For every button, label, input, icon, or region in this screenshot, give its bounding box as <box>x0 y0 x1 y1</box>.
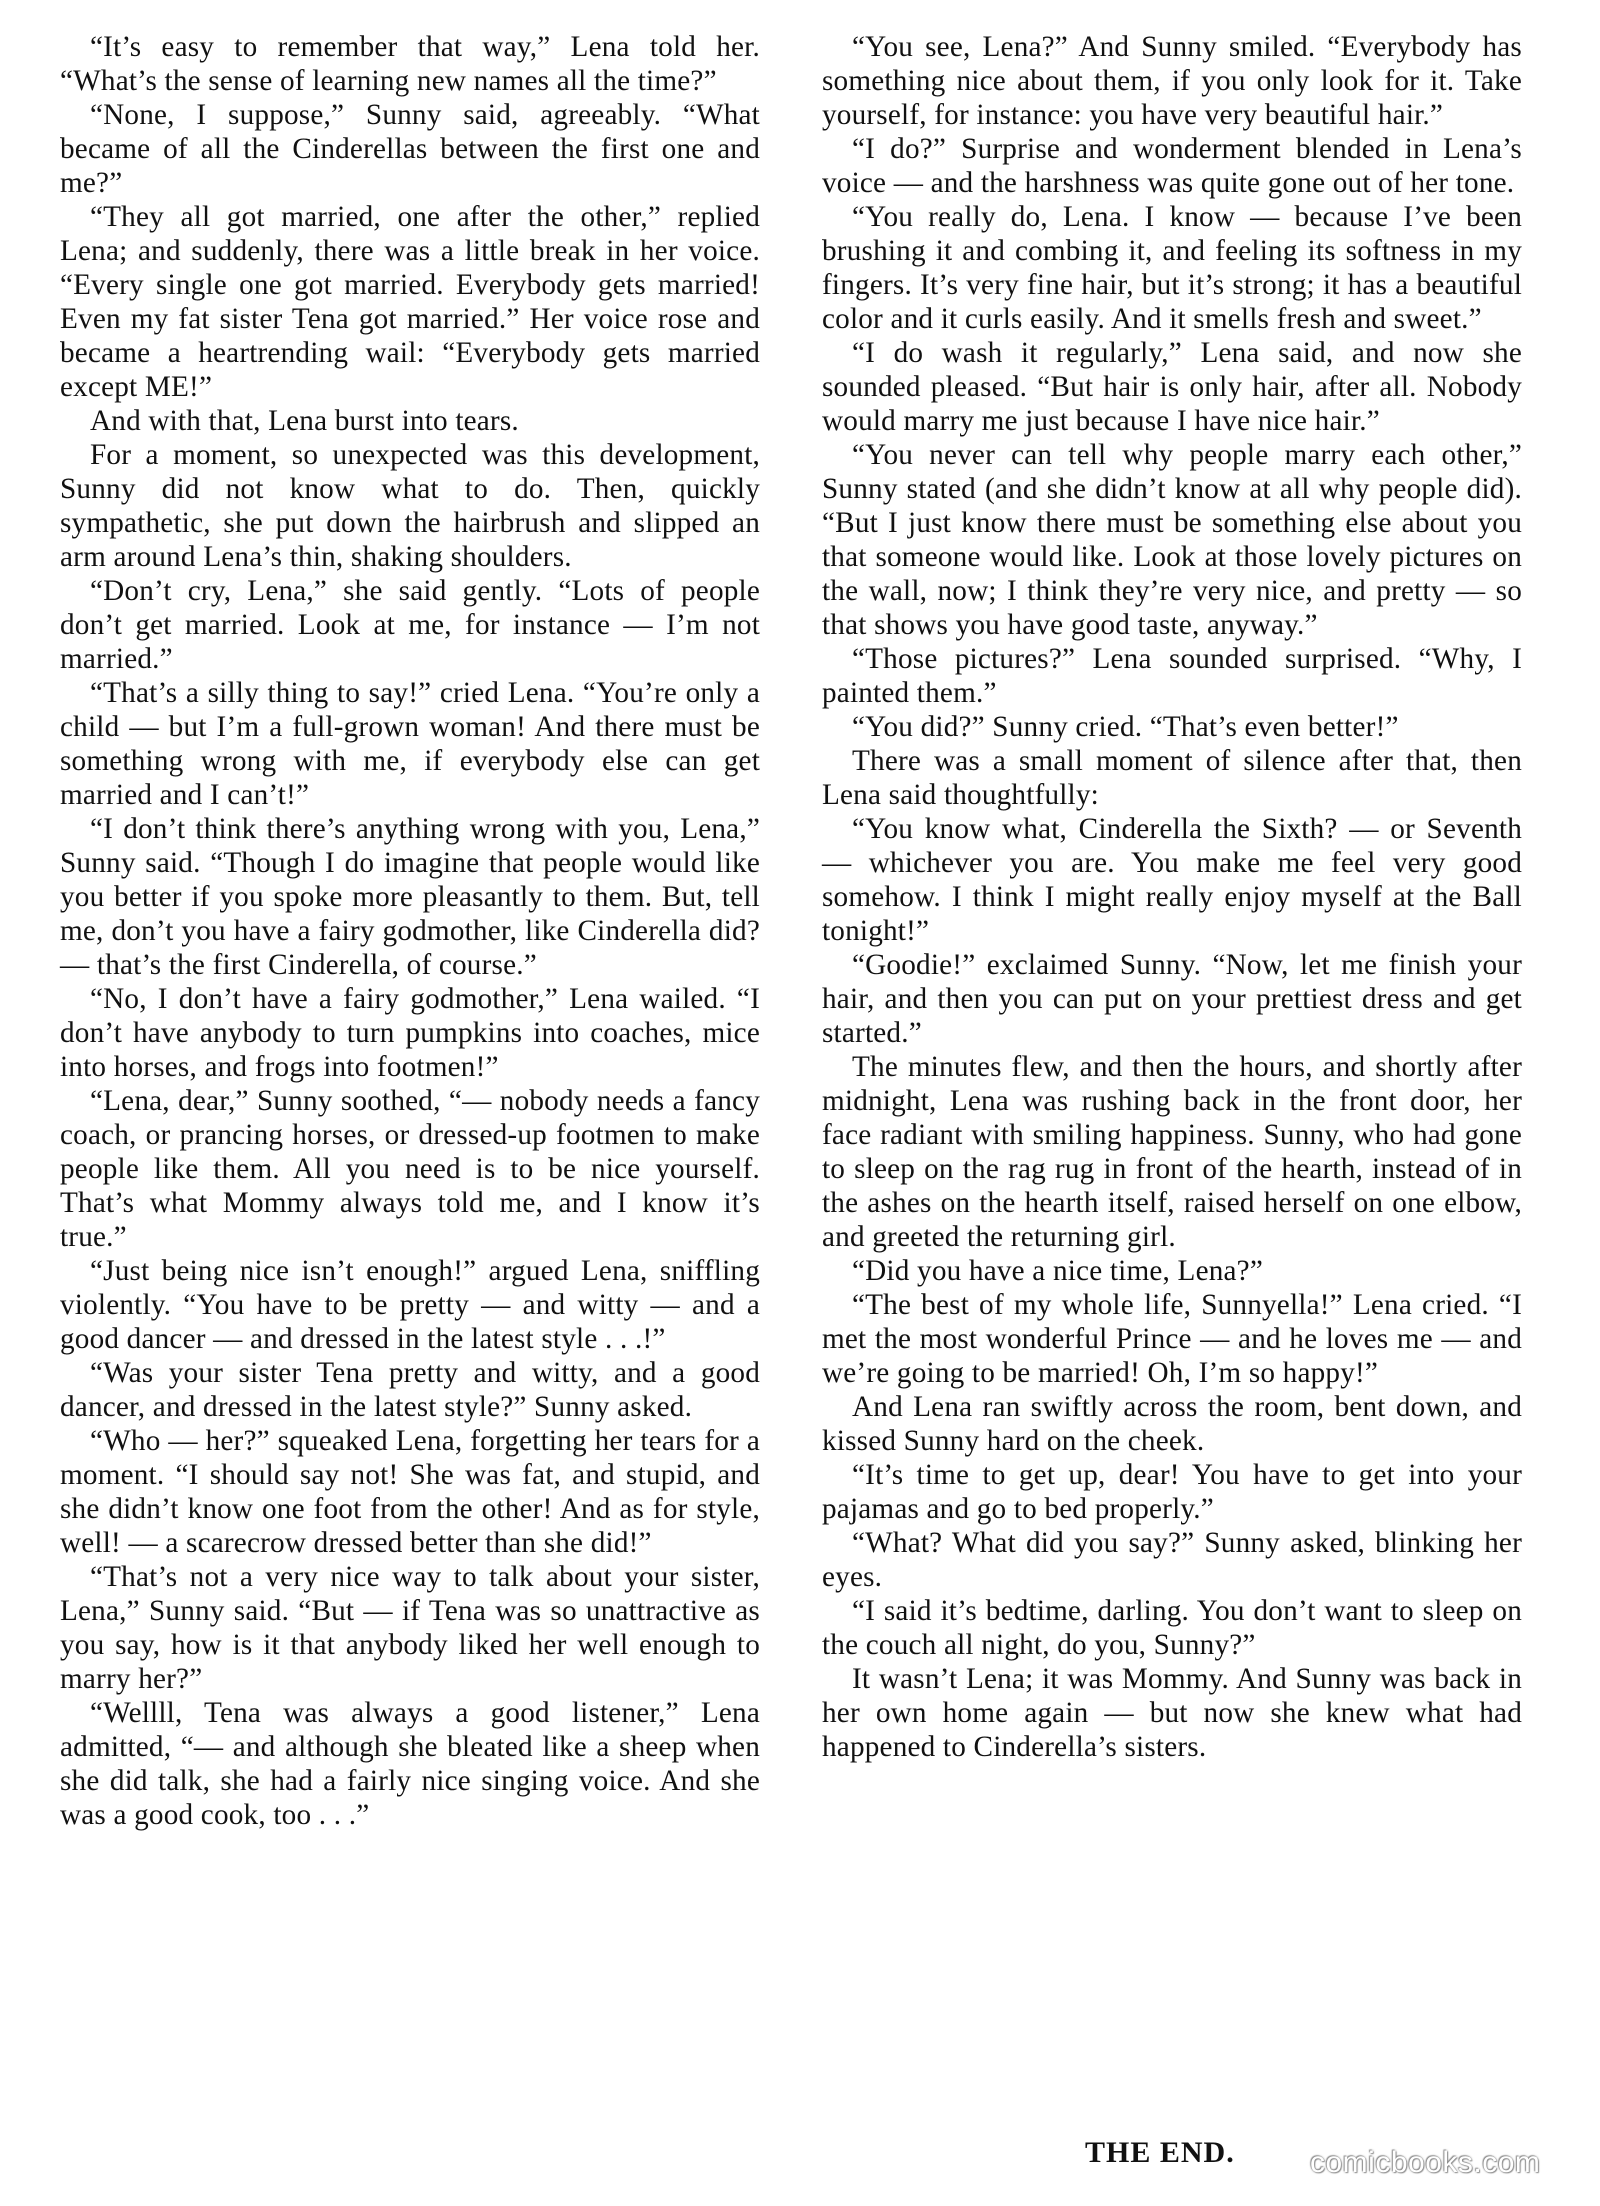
story-paragraph: For a moment, so unexpected was this development, Sunny did not know what to do. Then, quickly sympathetic, she put down the hairbrush and slipped an arm around Lena’s thin, shaking shoulders. <box>60 439 760 573</box>
the-end-label: THE END. <box>1085 2136 1235 2169</box>
story-paragraph: It wasn’t Lena; it was Mommy. And Sunny was back in her own home again — but now she knew what had happened to Cinderella’s sisters. <box>822 1663 1522 1763</box>
story-paragraph: “The best of my whole life, Sunnyella!” Lena cried. “I met the most wonderful Prince — and he loves me — and we’re going to be married! Oh, I’m so happy!” <box>822 1289 1522 1389</box>
right-text-column <box>822 30 1522 1764</box>
story-paragraph: “What? What did you say?” Sunny asked, blinking her eyes. <box>822 1527 1522 1593</box>
left-text-column <box>60 30 760 1832</box>
story-paragraph: And with that, Lena burst into tears. <box>90 405 519 437</box>
story-paragraph: “Goodie!” exclaimed Sunny. “Now, let me finish your hair, and then you can put on your prettiest dress and get started.” <box>822 949 1522 1049</box>
story-paragraph: “They all got married, one after the other,” replied Lena; and suddenly, there was a little break in her voice. “Every single one got married. Everybody gets married! Even my fat sister Tena got married.” Her voice rose and became a heartrending wail: “Everybody gets married except ME!” <box>60 201 760 403</box>
story-paragraph: The minutes flew, and then the hours, and shortly after midnight, Lena was rushing back in the front door, her face radiant with smiling happiness. Sunny, who had gone to sleep on the rag rug in front of the hearth, instead of in the ashes on the hearth itself, raised herself on one elbow, and greeted the returning girl. <box>822 1051 1522 1253</box>
story-paragraph: There was a small moment of silence after that, then Lena said thoughtfully: <box>822 745 1522 811</box>
story-paragraph: “Did you have a nice time, Lena?” <box>852 1255 1263 1287</box>
story-paragraph: “I said it’s bedtime, darling. You don’t want to sleep on the couch all night, do you, Sunny?” <box>822 1595 1522 1661</box>
story-paragraph: “Was your sister Tena pretty and witty, and a good dancer, and dressed in the latest style?” Sunny asked. <box>60 1357 760 1423</box>
site-watermark: comicbooks.com <box>1310 2146 1541 2179</box>
story-paragraph: “Wellll, Tena was always a good listener,” Lena admitted, “— and although she bleated like a sheep when she did talk, she had a fairly nice singing voice. And she was a good cook, too . . .” <box>60 1697 760 1831</box>
story-paragraph: “That’s a silly thing to say!” cried Lena. “You’re only a child — but I’m a full-grown woman! And there must be something wrong with me, if everybody else can get married and I can’t!” <box>60 677 760 811</box>
story-paragraph: “You did?” Sunny cried. “That’s even better!” <box>852 711 1399 743</box>
story-paragraph: “I do wash it regularly,” Lena said, and now she sounded pleased. “But hair is only hair, after all. Nobody would marry me just because I have nice hair.” <box>822 337 1522 437</box>
story-paragraph: “You never can tell why people marry each other,” Sunny stated (and she didn’t know at all why people did). “But I just know there must be something else about you that someone would like. Look at those lovely pictures on the wall, now; I think they’re very nice, and pretty — so that shows you have good taste, anyway.” <box>822 439 1522 641</box>
story-paragraph: “I don’t think there’s anything wrong with you, Lena,” Sunny said. “Though I do imagine that people would like you better if you spoke more pleasantly to them. But, tell me, don’t you have a fairy godmother, like Cinderella did? — that’s the first Cinderella, of course.” <box>60 813 760 981</box>
story-paragraph: “No, I don’t have a fairy godmother,” Lena wailed. “I don’t have anybody to turn pumpkins into coaches, mice into horses, and frogs into footmen!” <box>60 983 760 1083</box>
story-paragraph: “I do?” Surprise and wonderment blended in Lena’s voice — and the harshness was quite gone out of her tone. <box>822 133 1522 199</box>
story-paragraph: “That’s not a very nice way to talk about your sister, Lena,” Sunny said. “But — if Tena was so unattractive as you say, how is it that anybody liked her well enough to marry her?” <box>60 1561 760 1695</box>
story-paragraph: “Who — her?” squeaked Lena, forgetting her tears for a moment. “I should say not! She was fat, and stupid, and she didn’t know one foot from the other! And as for style, well! — a scarecrow dressed better than she did!” <box>60 1425 760 1559</box>
story-paragraph: “Those pictures?” Lena sounded surprised. “Why, I painted them.” <box>822 643 1522 709</box>
story-paragraph: “You see, Lena?” And Sunny smiled. “Everybody has something nice about them, if you only look for it. Take yourself, for instance: you have very beautiful hair.” <box>822 31 1522 131</box>
story-paragraph: “It’s easy to remember that way,” Lena told her. “What’s the sense of learning new names all the time?” <box>60 31 760 97</box>
story-paragraph: “Don’t cry, Lena,” she said gently. “Lots of people don’t get married. Look at me, for instance — I’m not married.” <box>60 575 760 675</box>
story-paragraph: “You know what, Cinderella the Sixth? — or Seventh — whichever you are. You make me feel very good somehow. I think I might really enjoy myself at the Ball tonight!” <box>822 813 1522 947</box>
story-paragraph: “Just being nice isn’t enough!” argued Lena, sniffling violently. “You have to be pretty — and witty — and a good dancer — and dressed in the latest style . . .!” <box>60 1255 760 1355</box>
story-paragraph: “None, I suppose,” Sunny said, agreeably. “What became of all the Cinderellas between the first one and me?” <box>60 99 760 199</box>
story-paragraph: “Lena, dear,” Sunny soothed, “— nobody needs a fancy coach, or prancing horses, or dressed-up footmen to make people like them. All you need is to be nice yourself. That’s what Mommy always told me, and I know it’s true.” <box>60 1085 760 1253</box>
story-paragraph: “It’s time to get up, dear! You have to get into your pajamas and go to bed properly.” <box>822 1459 1522 1525</box>
story-paragraph: And Lena ran swiftly across the room, bent down, and kissed Sunny hard on the cheek. <box>822 1391 1522 1457</box>
story-paragraph: “You really do, Lena. I know — because I’ve been brushing it and combing it, and feeling its softness in my fingers. It’s very fine hair, but it’s strong; it has a beautiful color and it curls easily. And it smells fresh and sweet.” <box>822 201 1522 335</box>
